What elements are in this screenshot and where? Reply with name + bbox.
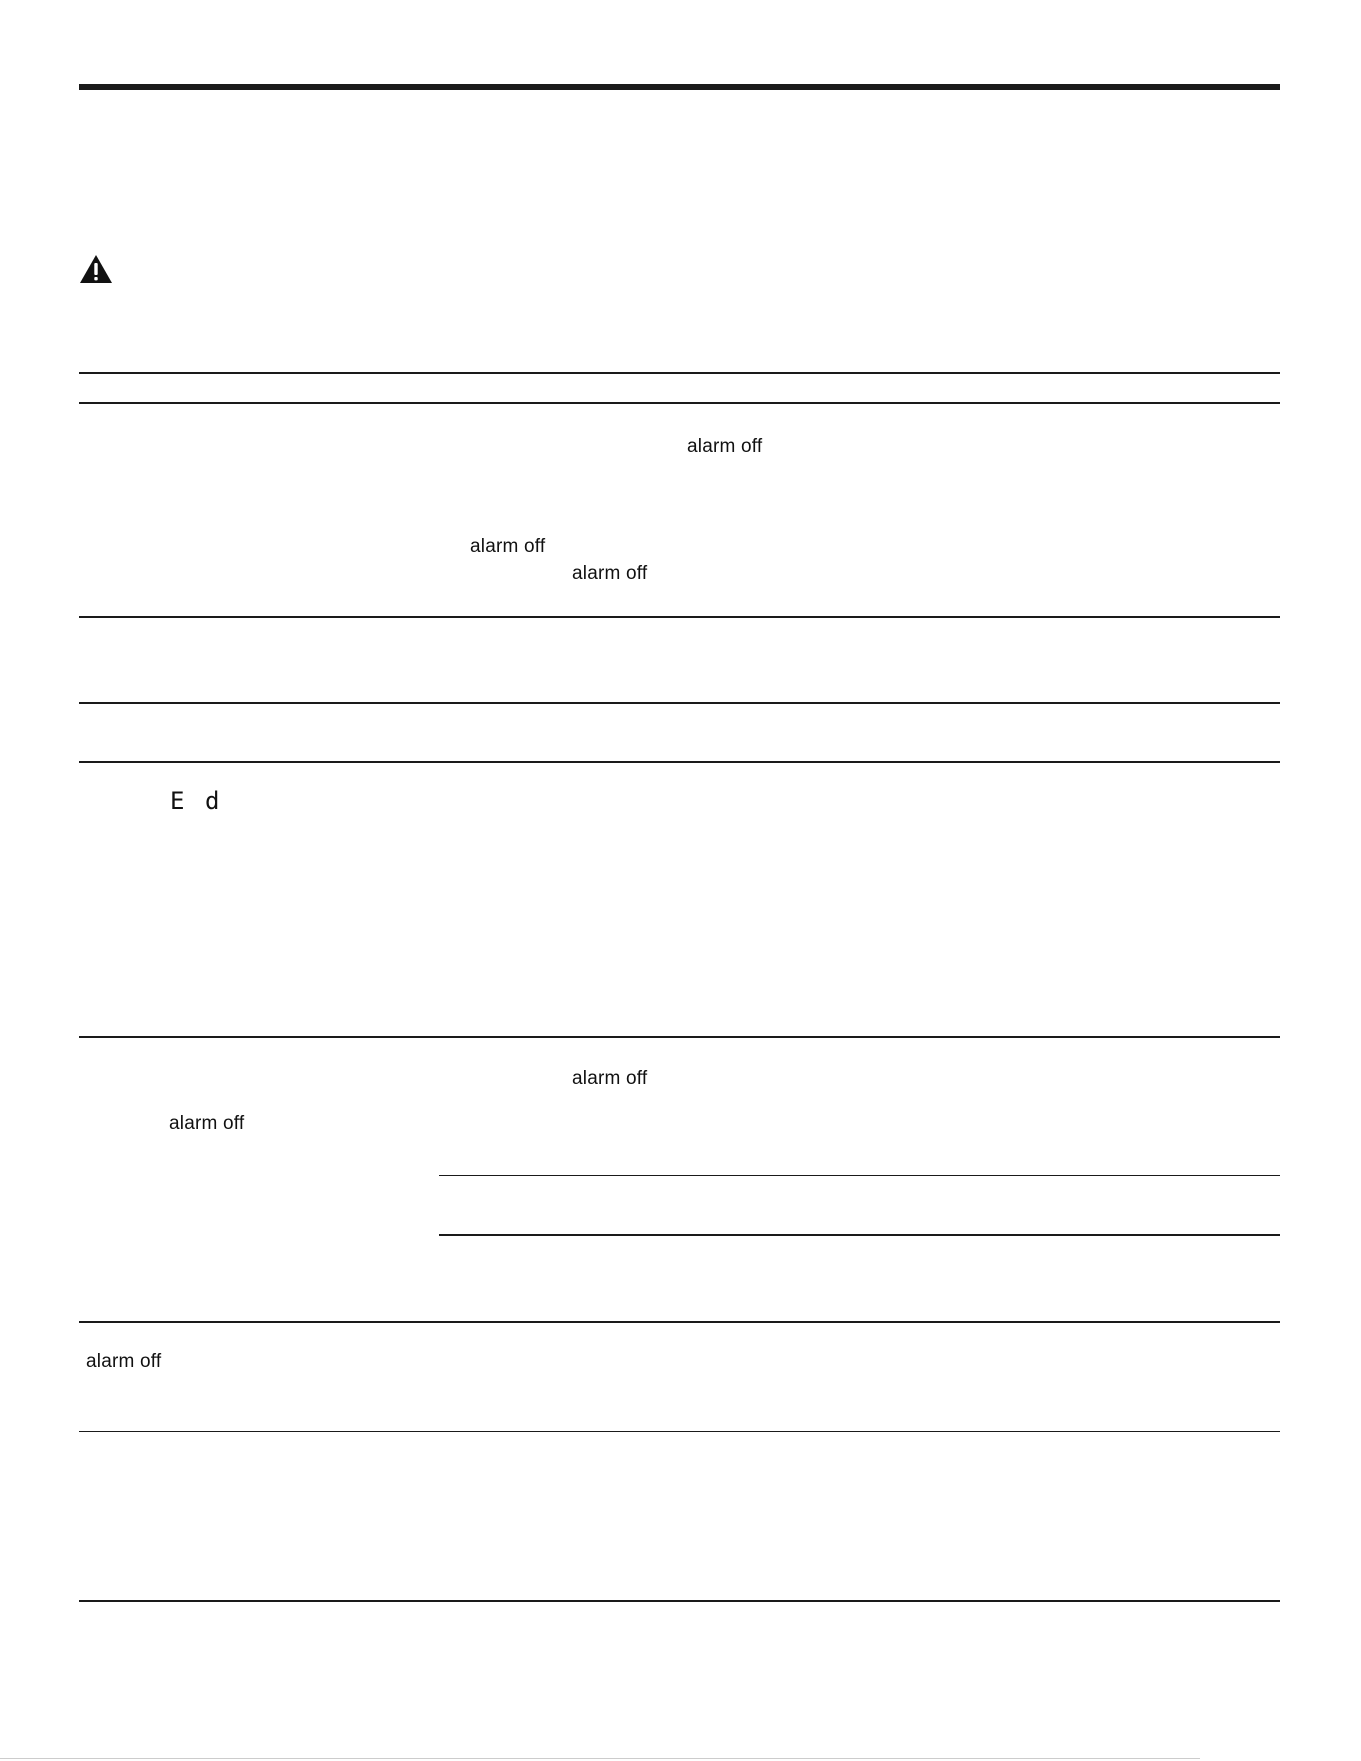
row-divider: [79, 1431, 1280, 1432]
sub-row-divider: [439, 1234, 1280, 1236]
alarm-off-label: alarm off: [169, 1113, 245, 1134]
header-rule: [79, 84, 1280, 90]
alarm-off-label: alarm off: [572, 1068, 648, 1089]
display-code-e: E: [170, 787, 185, 815]
alarm-off-label: alarm off: [470, 536, 546, 557]
alarm-off-label: alarm off: [687, 436, 763, 457]
row-divider: [79, 616, 1280, 618]
alarm-off-label: alarm off: [86, 1351, 162, 1372]
sub-row-divider: [439, 1175, 1280, 1176]
row-divider: [79, 702, 1280, 704]
table-header-bottom-rule: [79, 402, 1280, 404]
table-header-top-rule: [79, 372, 1280, 374]
warning-triangle-icon: [79, 254, 113, 284]
row-divider: [79, 761, 1280, 763]
row-divider: [79, 1036, 1280, 1038]
page-bottom-rule: [0, 1758, 1200, 1759]
alarm-off-label: alarm off: [572, 563, 648, 584]
display-code-d: d: [205, 787, 220, 815]
table-bottom-rule: [79, 1600, 1280, 1602]
row-divider: [79, 1321, 1280, 1323]
